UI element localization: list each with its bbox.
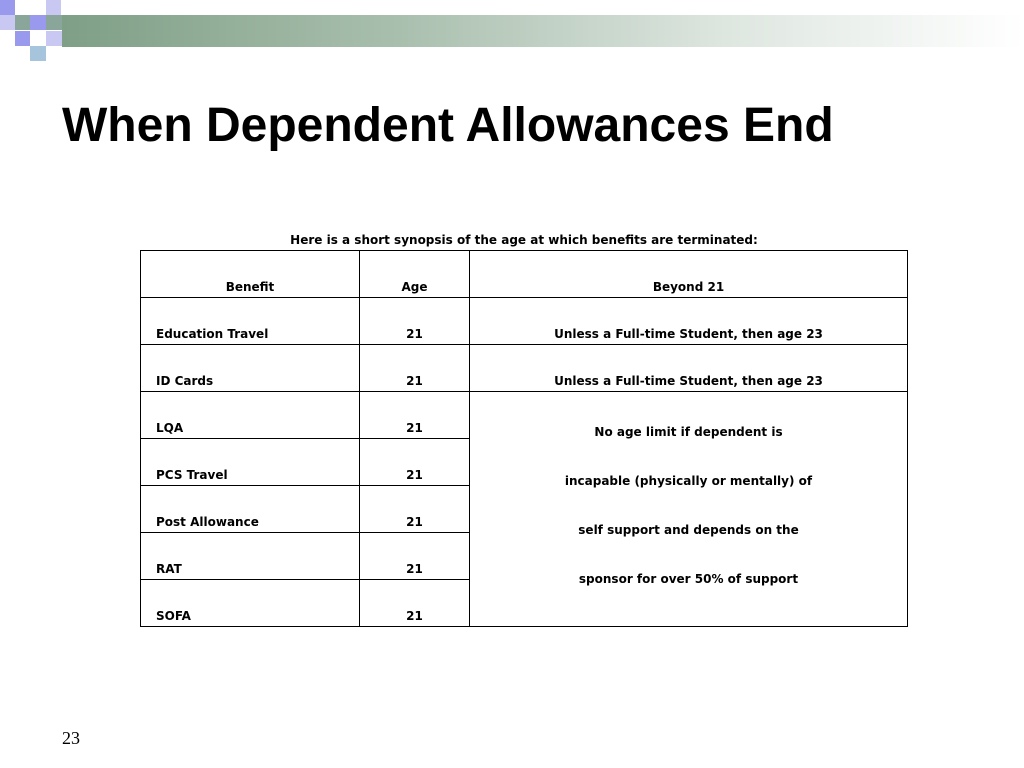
decor-gradient-bar: [62, 15, 1024, 47]
beyond-cell: Unless a Full-time Student, then age 23: [470, 298, 908, 345]
benefit-cell: LQA: [141, 392, 360, 439]
table-row: [141, 345, 908, 392]
decor-square: [30, 15, 46, 30]
benefit-cell: ID Cards: [141, 345, 360, 392]
age-cell: 21: [360, 580, 470, 627]
merged-note-line: sponsor for over 50% of support: [578, 572, 799, 586]
slide-title: When Dependent Allowances End: [62, 99, 834, 152]
benefit-cell: PCS Travel: [141, 439, 360, 486]
age-cell: 21: [360, 345, 470, 392]
beyond-cell: Unless a Full-time Student, then age 23: [470, 345, 908, 392]
age-cell: 21: [360, 533, 470, 580]
merged-note-line: self support and depends on the: [578, 523, 799, 537]
header-age: Age: [360, 251, 470, 298]
age-cell: 21: [360, 392, 470, 439]
table-caption: Here is a short synopsis of the age at which benefits are terminated:: [290, 233, 758, 247]
age-cell: 21: [360, 439, 470, 486]
decor-square: [15, 31, 30, 46]
decor-square: [0, 15, 15, 30]
benefit-cell: RAT: [141, 533, 360, 580]
decor-square: [46, 0, 61, 15]
merged-note-line: incapable (physically or mentally) of: [564, 474, 813, 488]
benefit-cell: SOFA: [141, 580, 360, 627]
table-row: [141, 392, 908, 439]
table-header-row: [141, 251, 908, 298]
beyond-merged-cell: [470, 392, 908, 627]
decor-square: [15, 0, 30, 15]
age-cell: 21: [360, 486, 470, 533]
decor-square: [15, 15, 30, 30]
header-beyond-21: Beyond 21: [470, 251, 908, 298]
table-row: [141, 298, 908, 345]
age-cell: 21: [360, 298, 470, 345]
decor-square: [30, 46, 46, 61]
merged-note-line: No age limit if dependent is: [594, 425, 783, 439]
page-number: 23: [62, 728, 80, 748]
benefits-table: [140, 250, 908, 627]
header-benefit: Benefit: [141, 251, 360, 298]
decor-square: [46, 31, 62, 46]
benefit-cell: Post Allowance: [141, 486, 360, 533]
benefit-cell: Education Travel: [141, 298, 360, 345]
header-decoration: [0, 0, 1024, 70]
decor-square: [0, 0, 15, 15]
decor-square: [46, 15, 62, 30]
